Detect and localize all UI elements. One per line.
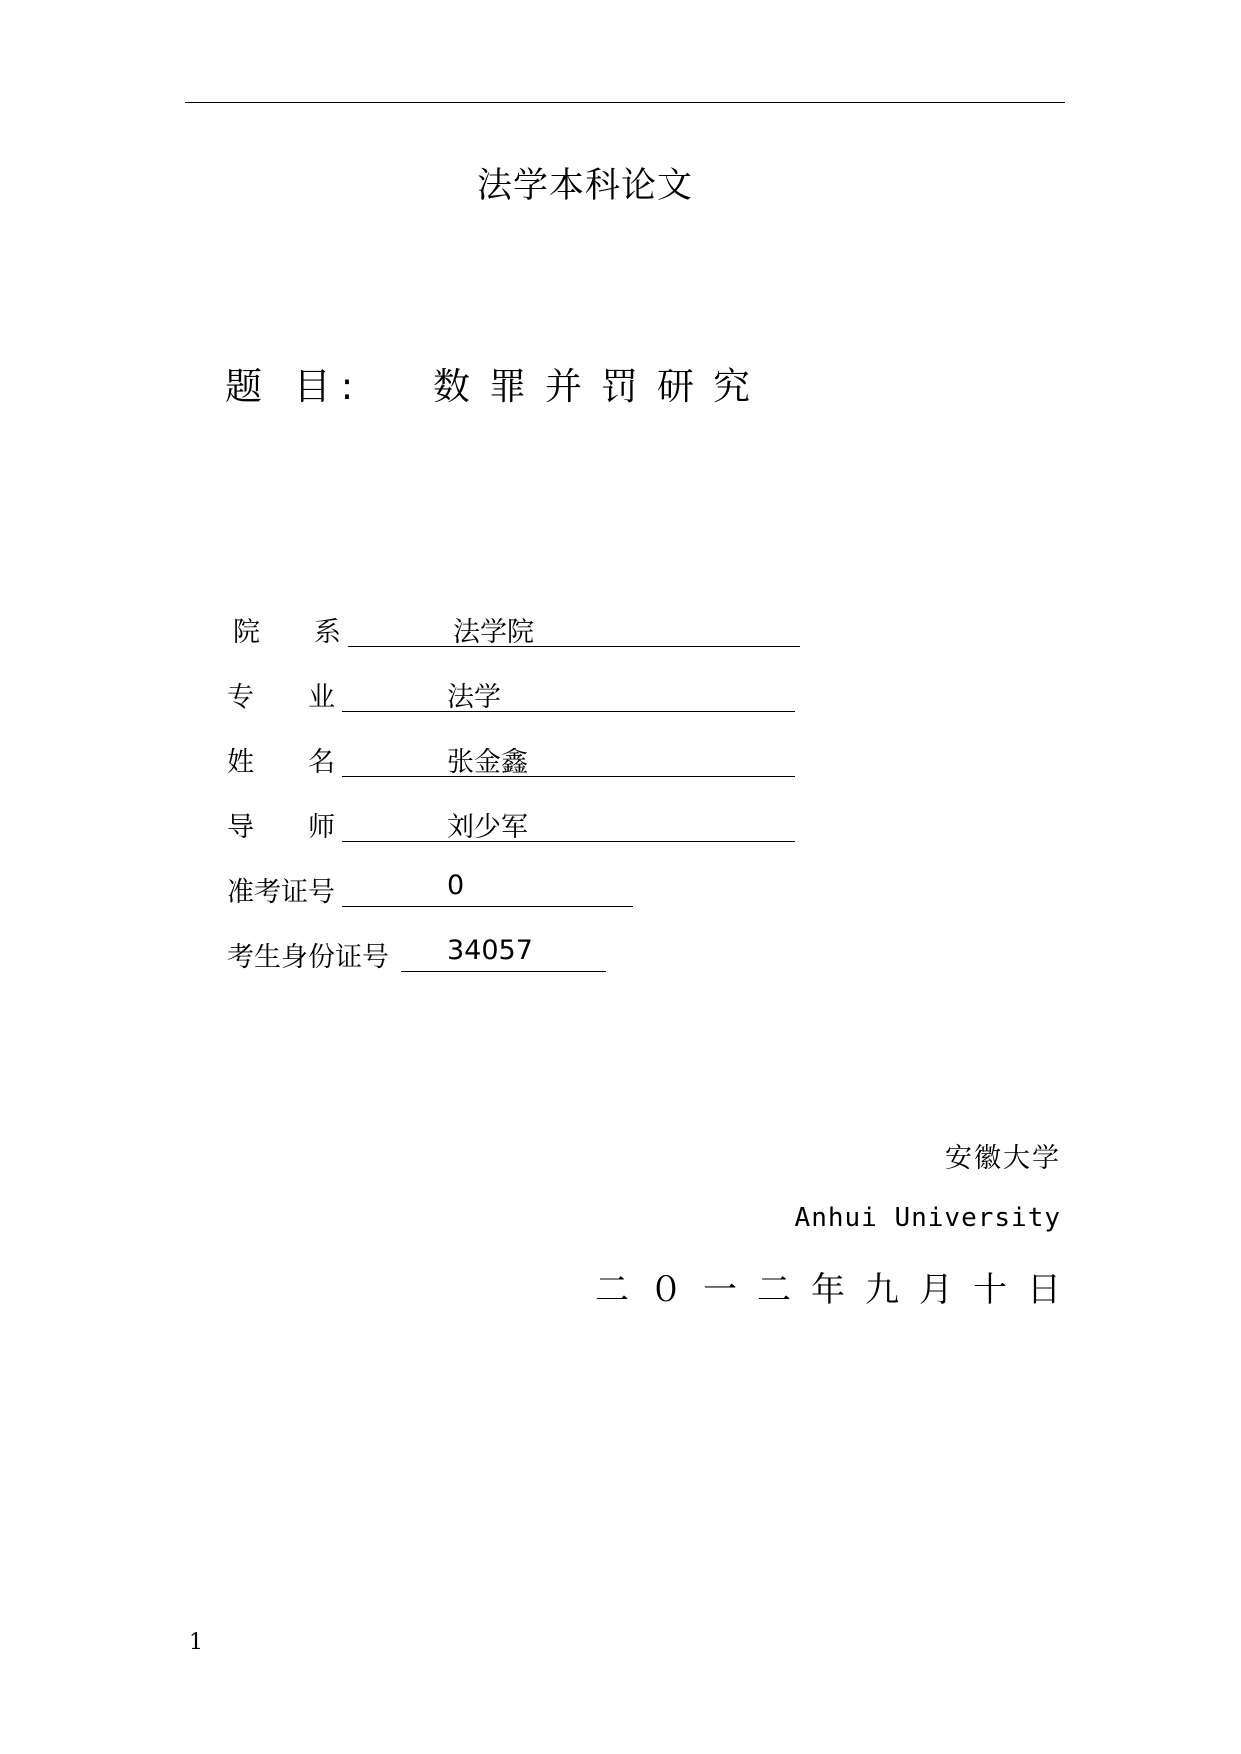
submission-date: 二０一二年九月十日 bbox=[595, 1270, 1081, 1310]
document-type: 法学本科论文 bbox=[476, 166, 693, 206]
page-number: 1 bbox=[189, 1630, 203, 1655]
thesis-title: 数罪并罚研究 bbox=[433, 365, 769, 408]
field-label: 姓 名 bbox=[227, 747, 335, 778]
field-label: 准考证号 bbox=[227, 877, 335, 908]
field-advisor bbox=[227, 805, 528, 844]
field-major bbox=[227, 675, 501, 714]
title-label: 题 目: bbox=[225, 365, 364, 408]
field-underline bbox=[342, 805, 795, 842]
field-value: 张金鑫 bbox=[447, 747, 528, 778]
field-underline bbox=[342, 870, 633, 907]
field-value: 法学 bbox=[447, 682, 501, 713]
field-underline bbox=[348, 610, 800, 647]
university-name-cn: 安徽大学 bbox=[945, 1143, 1061, 1174]
field-label: 院 系 bbox=[233, 617, 341, 648]
field-underline bbox=[342, 740, 795, 777]
field-label: 专 业 bbox=[227, 682, 335, 713]
field-id-number bbox=[227, 935, 533, 974]
field-department bbox=[233, 610, 534, 649]
field-value: 0 bbox=[447, 870, 465, 901]
university-name-en: Anhui University bbox=[794, 1203, 1061, 1233]
top-rule bbox=[185, 102, 1065, 103]
field-value: 34057 bbox=[447, 935, 533, 966]
field-value: 法学院 bbox=[453, 617, 534, 648]
field-value: 刘少军 bbox=[447, 812, 528, 843]
field-name bbox=[227, 740, 528, 779]
field-underline bbox=[342, 675, 795, 712]
field-label: 考生身份证号 bbox=[227, 942, 389, 973]
field-exam-number bbox=[227, 870, 465, 909]
field-label: 导 师 bbox=[227, 812, 335, 843]
